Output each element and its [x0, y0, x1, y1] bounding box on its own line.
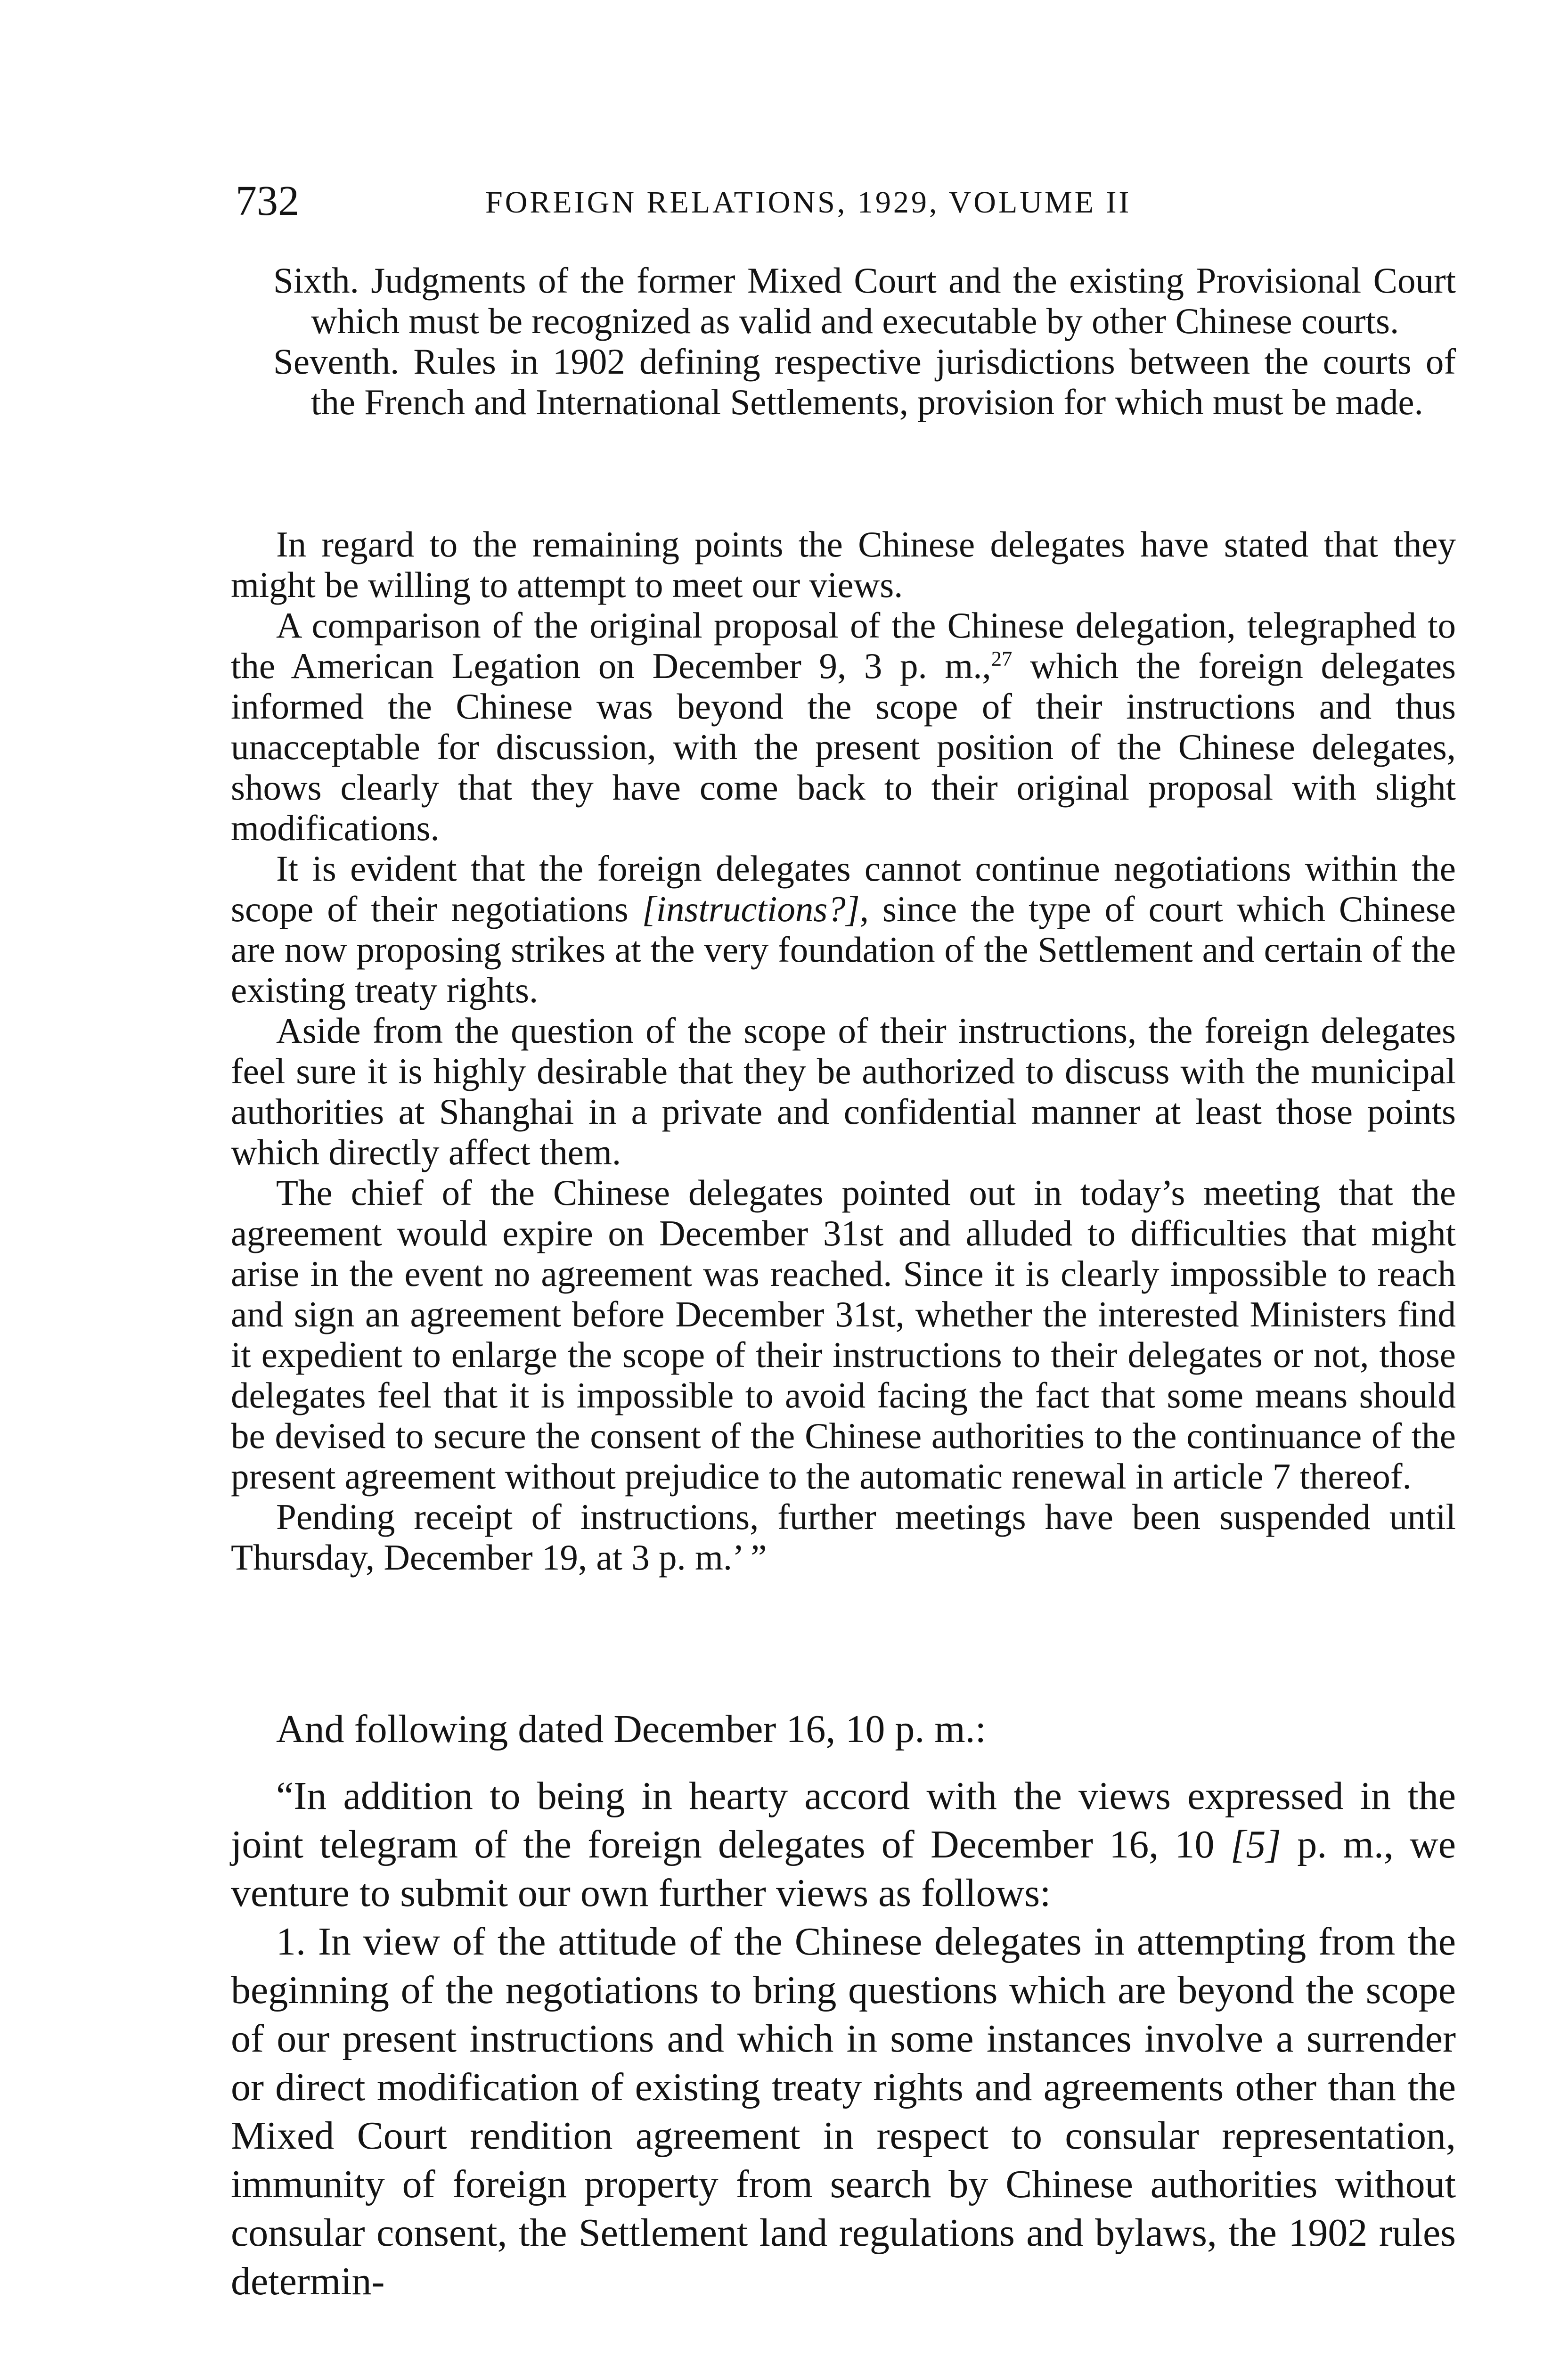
page-header [236, 175, 1508, 232]
paragraph-pending: Pending receipt of instructions, further meetings have been suspended until Thursday, December 19, at 3 p. m.’ ” [231, 1497, 1456, 1578]
paragraph-hearty-accord-text-a: “In addition to being in hearty accord with the views expressed in the joint telegram of the foreign delegates of December 16, 10 [231, 1774, 1456, 1866]
paragraph-comparison-text-a: A comparison of the original proposal of the Chinese delegation, telegraphed to the American Legation on December 9, 3 p. m., [231, 605, 1456, 686]
telegram-two-body [231, 1772, 1456, 2306]
paragraph-scope-text-b: , since the type of court which Chinese are now proposing strikes at the very foundation of the Settlement and certain of the existing treaty rights. [231, 889, 1456, 1010]
item-sixth: Sixth. Judgments of the former Mixed Court and the existing Provisional Court which must be recognized as valid and executable by other Chinese courts. [273, 260, 1456, 341]
footnote-ref-27: 27 [991, 646, 1013, 671]
intro-block [231, 1705, 1456, 1753]
paragraph-aside: Aside from the question of the scope of their instructions, the foreign delegates feel sure it is highly desirable that they be authorized to discuss with the municipal authorities at Shanghai in a private and confidential manner at least those points which directly affect them. [231, 1010, 1456, 1172]
paragraph-remaining-points: In regard to the remaining points the Chinese delegates have stated that they might be willing to attempt to meet our views. [231, 524, 1456, 605]
paragraph-point-one: 1. In view of the attitude of the Chinese delegates in attempting from the beginning of the negotiations to bring questions which are beyond the scope of our present instructions and which in some instances involve a surrender or direct modification of existing treaty rights and agreements other than the Mixed Court rendition agreement in respect to consular representation, immunity of foreign property from search by Chinese authorities without consular consent, the Settlement land regulations and bylaws, the 1902 rules determin- [231, 1920, 1456, 2303]
paragraph-comparison [231, 605, 1456, 848]
paragraph-comparison-text-b: which the foreign delegates informed the Chinese was beyond the scope of their instructions and thus unacceptable for discussion, with the present position of the Chinese delegates, shows clearly that they have come back to their original proposal with slight modifications. [231, 646, 1456, 848]
paragraph-chief-delegate: The chief of the Chinese delegates pointed out in today’s meeting that the agreement would expire on December 31st and alluded to difficulties that might arise in the event no agreement was reached. Since it is clearly impossible to reach and sign an agreement before December 31st, whether the interested Ministers find it expedient to enlarge the scope of their instructions to their delegates or not, those delegates feel that it is impossible to avoid facing the fact that some means should be devised to secure the consent of the Chinese authorities to the continuance of the present agreement without prejudice to the automatic renewal in article 7 thereof. [231, 1172, 1456, 1497]
paragraph-intro: And following dated December 16, 10 p. m.: [276, 1707, 986, 1751]
paragraph-hearty-accord-text-b: p. m., we venture to submit our own further views as follows: [231, 1823, 1456, 1915]
enumerated-items [231, 260, 1456, 422]
item-seventh: Seventh. Rules in 1902 defining respective jurisdictions between the courts of the French and International Settlements, provision for which must be made. [273, 341, 1456, 422]
paragraph-scope [231, 848, 1456, 1010]
paragraph-hearty-accord [231, 1772, 1456, 1917]
running-head: FOREIGN RELATIONS, 1929, VOLUME II [485, 185, 1132, 220]
paragraph-scope-text-a: It is evident that the foreign delegates cannot continue negotiations within the scope of their negotiations [231, 848, 1456, 929]
page-number: 732 [236, 178, 299, 224]
editorial-insertion: [instructions?] [642, 889, 860, 929]
telegram-one-body [231, 524, 1456, 1578]
editorial-correction: [5] [1230, 1823, 1282, 1866]
